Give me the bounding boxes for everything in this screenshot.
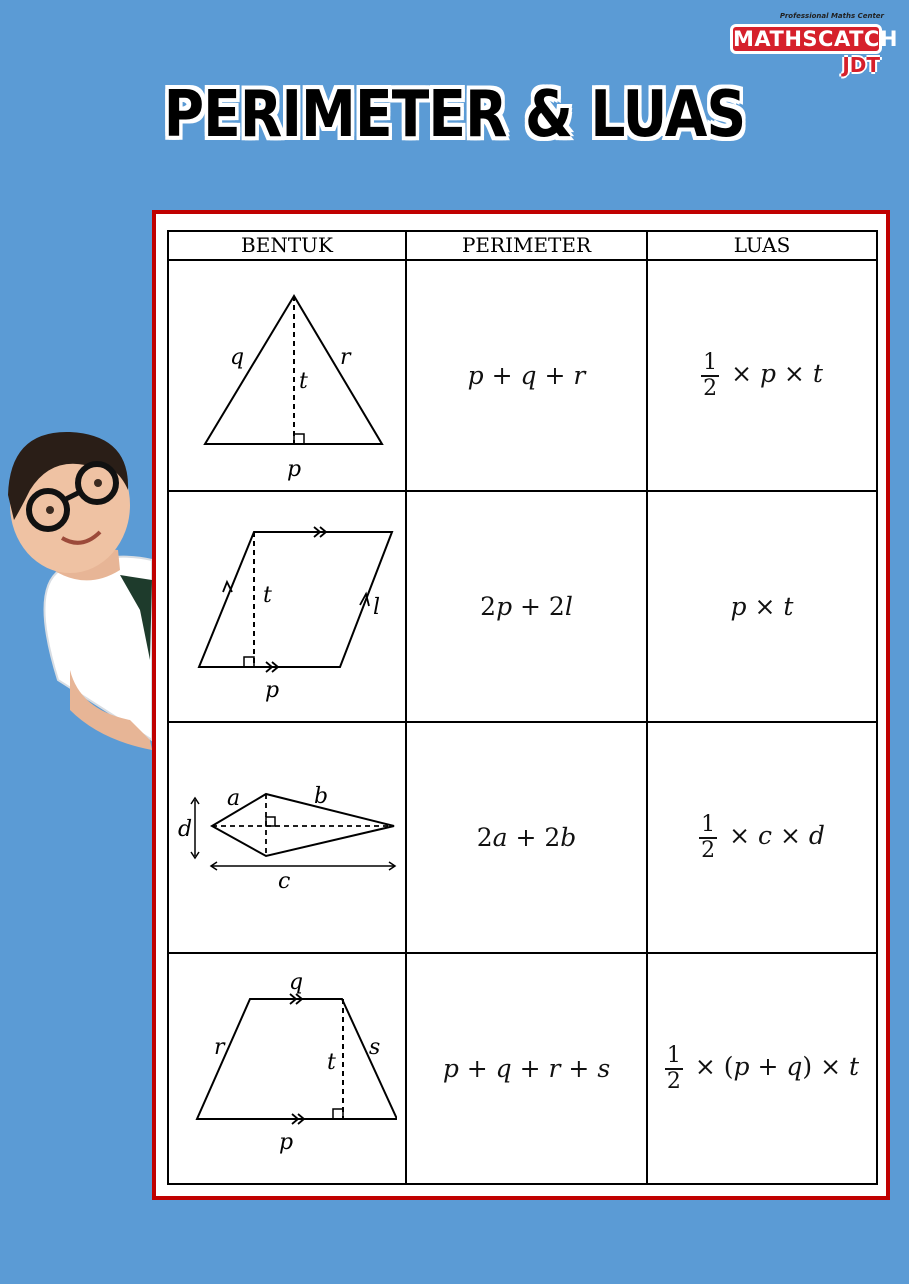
- perimeter-cell: [406, 722, 647, 953]
- boy-illustration: [0, 420, 160, 755]
- area-cell: [647, 722, 877, 953]
- label-d: d: [178, 817, 193, 842]
- half-fraction: $\frac{1}{2}$: [701, 811, 716, 863]
- label-t: t: [263, 583, 272, 608]
- label-a: a: [227, 786, 241, 811]
- area-formula: $\frac{1}{2}$ × (p + q) × t: [666, 1042, 860, 1094]
- trapezium-diagram: [177, 959, 397, 1174]
- logo-sub: JDT: [842, 53, 880, 77]
- label-t: t: [299, 369, 308, 394]
- perimeter-formula: 2a + 2b: [476, 823, 577, 852]
- area-cell: [647, 491, 877, 722]
- kite-diagram: [172, 728, 402, 943]
- label-s: s: [369, 1035, 381, 1060]
- label-p: p: [287, 457, 302, 481]
- label-l: l: [373, 595, 381, 620]
- triangle-diagram: [177, 266, 397, 481]
- half-fraction: $\frac{1}{2}$: [666, 1042, 681, 1094]
- page-title: PERIMETER & LUAS: [163, 78, 746, 152]
- label-r: r: [214, 1035, 225, 1060]
- perimeter-cell: [406, 260, 647, 491]
- header-luas: LUAS: [647, 231, 877, 260]
- logo-tagline: Professional Maths Center: [779, 12, 884, 20]
- header-perimeter: PERIMETER: [406, 231, 647, 260]
- mathscatch-logo: [728, 12, 898, 82]
- area-cell: [647, 953, 877, 1184]
- label-q: q: [230, 345, 245, 370]
- shape-cell: [168, 491, 406, 722]
- label-b: b: [314, 784, 329, 809]
- label-t: t: [327, 1050, 336, 1075]
- perimeter-cell: [406, 491, 647, 722]
- area-formula: $\frac{1}{2}$ × p × t: [703, 349, 823, 401]
- area-cell: [647, 260, 877, 491]
- parallelogram-diagram: [177, 497, 397, 712]
- half-fraction: $\frac{1}{2}$: [703, 349, 718, 401]
- area-formula: p × t: [730, 592, 794, 621]
- table-header-row: [168, 231, 877, 260]
- header-bentuk: BENTUK: [168, 231, 406, 260]
- logo-name: MATHSCATCH: [730, 24, 882, 54]
- perimeter-cell: [406, 953, 647, 1184]
- label-c: c: [278, 869, 291, 894]
- shape-cell: [168, 953, 406, 1184]
- table-row: [168, 260, 877, 491]
- area-formula: $\frac{1}{2}$ × c × d: [701, 811, 825, 863]
- shape-cell: [168, 260, 406, 491]
- label-p: p: [279, 1130, 294, 1155]
- perimeter-formula: 2p + 2l: [480, 592, 573, 621]
- label-r: r: [340, 345, 351, 370]
- label-p: p: [265, 678, 280, 703]
- perimeter-formula: p + q + r: [467, 361, 586, 390]
- table-row: [168, 722, 877, 953]
- shape-cell: [168, 722, 406, 953]
- table-row: [168, 491, 877, 722]
- perimeter-formula: p + q + r + s: [442, 1054, 611, 1083]
- label-q: q: [289, 970, 304, 995]
- table-row: [168, 953, 877, 1184]
- formula-table: [167, 230, 878, 1185]
